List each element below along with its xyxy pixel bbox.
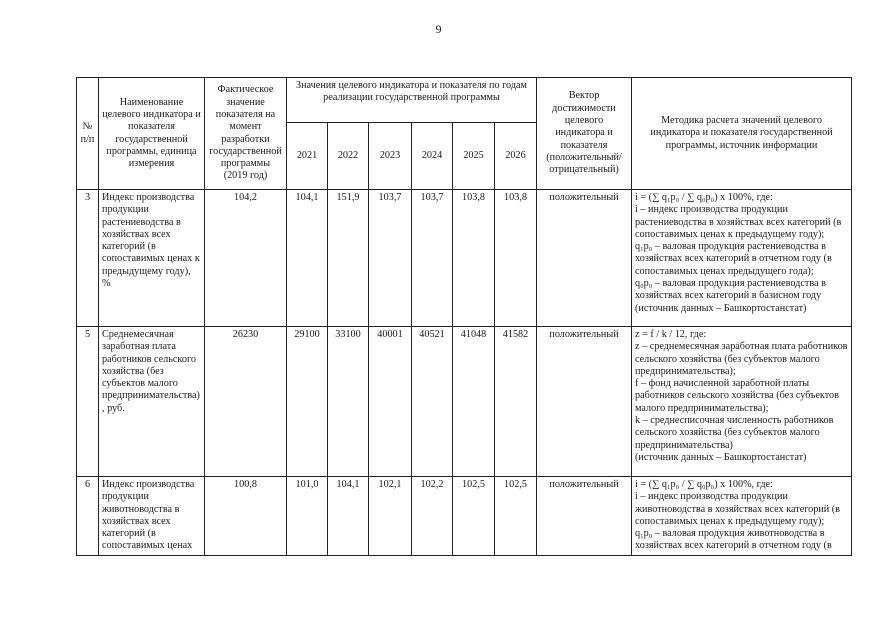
row-value-2021: 104,1 [287, 190, 328, 327]
row-actual: 26230 [205, 327, 287, 477]
header-year: 2026 [495, 123, 537, 190]
row-value-2023: 102,1 [369, 477, 412, 556]
header-year: 2022 [328, 123, 369, 190]
row-value-2021: 101,0 [287, 477, 328, 556]
row-value-2026: 41582 [495, 327, 537, 477]
row-name-text: Индекс производства продукции животноводства в хозяйствах всех категорий (в сопоставимых ценах [102, 479, 195, 552]
method-line: f – фонд начисленной заработной платы работников сельского хозяйства (без субъектов малого предпринимательства); [635, 378, 839, 414]
method-line: k – среднесписочная численность работников сельского хозяйства (без субъектов малого предпринимательства) [635, 415, 834, 451]
table-row [77, 327, 852, 477]
method-line: i = (∑ q₁p₀ / ∑ q₀p₀) x 100%, где: [635, 192, 773, 203]
row-name [99, 477, 205, 556]
row-vector: положительный [537, 190, 632, 327]
row-method [632, 190, 852, 327]
header-row-1 [77, 78, 852, 123]
table-row [77, 477, 852, 556]
row-num: 6 [77, 477, 99, 556]
header-actual: Фактическое значение показателя на момент разработки государственной программы (2019 год) [205, 78, 287, 190]
header-year: 2025 [453, 123, 495, 190]
method-line: i – индекс производства продукции животноводства в хозяйствах всех категорий (в сопоставимых ценах к предыдущему году); [635, 491, 840, 527]
row-name: Индекс производства продукции растениеводства в хозяйствах всех категорий (в сопоставимых ценах к предыдущему году), % [99, 190, 205, 327]
indicators-table [76, 77, 852, 556]
page-number: 9 [435, 22, 442, 36]
row-method [632, 477, 852, 556]
row-value-2025: 41048 [453, 327, 495, 477]
row-actual: 104,2 [205, 190, 287, 327]
header-num: № п/п [77, 78, 99, 190]
method-line: q₀p₀ – валовая продукция растениеводства в хозяйствах всех категорий в базисном году (источник данных – Башкортостанстат) [635, 278, 826, 314]
row-value-2026: 102,5 [495, 477, 537, 556]
row-value-2022: 33100 [328, 327, 369, 477]
row-vector: положительный [537, 327, 632, 477]
row-value-2025: 102,5 [453, 477, 495, 556]
row-value-2022: 104,1 [328, 477, 369, 556]
header-method: Методика расчета значений целевого индикатора и показателя государственной программы, источник информации [632, 78, 852, 190]
row-vector: положительный [537, 477, 632, 556]
header-year: 2021 [287, 123, 328, 190]
row-num: 3 [77, 190, 99, 327]
table-row [77, 190, 852, 327]
method-line: i – индекс производства продукции растениеводства в хозяйствах всех категорий (в сопоставимых ценах к предыдущему году); [635, 204, 842, 240]
header-name: Наименование целевого индикатора и показателя государственной программы, единица измерения [99, 78, 205, 190]
method-line: q₁p₀ – валовая продукция животноводства в хозяйствах всех категорий в отчетном году (в [635, 528, 832, 552]
method-line: (источник данных – Башкортостанстат) [635, 451, 807, 463]
row-value-2026: 103,8 [495, 190, 537, 327]
row-value-2025: 103,8 [453, 190, 495, 327]
row-value-2024: 40521 [412, 327, 453, 477]
row-method-text [635, 479, 848, 553]
header-year: 2023 [369, 123, 412, 190]
row-value-2023: 40001 [369, 327, 412, 477]
method-line: z = f / k / 12, где: [635, 329, 707, 340]
method-line: q₁p₀ – валовая продукция растениеводства в хозяйствах всех категорий в отчетном году (в сопоставимых ценах предыдущего года); [635, 241, 832, 277]
row-actual: 100,8 [205, 477, 287, 556]
row-value-2023: 103,7 [369, 190, 412, 327]
header-vector: Вектор достижимости целевого индикатора и показателя (положительный/ отрицательный) [537, 78, 632, 190]
row-value-2024: 102,2 [412, 477, 453, 556]
header-values-group: Значения целевого индикатора и показателя по годам реализации государственной программы [287, 78, 537, 123]
row-value-2021: 29100 [287, 327, 328, 477]
method-line: i = (∑ q₁p₀ / ∑ q₀p₀) x 100%, где: [635, 479, 773, 490]
row-name: Среднемесячная заработная плата работников сельского хозяйства (без субъектов малого предпринимательства), руб. [99, 327, 205, 477]
header-year: 2024 [412, 123, 453, 190]
row-value-2022: 151,9 [328, 190, 369, 327]
row-value-2024: 103,7 [412, 190, 453, 327]
row-method [632, 327, 852, 477]
row-num: 5 [77, 327, 99, 477]
method-line: z – среднемесячная заработная плата работников сельского хозяйства (без субъектов малого предпринимательства); [635, 341, 848, 377]
